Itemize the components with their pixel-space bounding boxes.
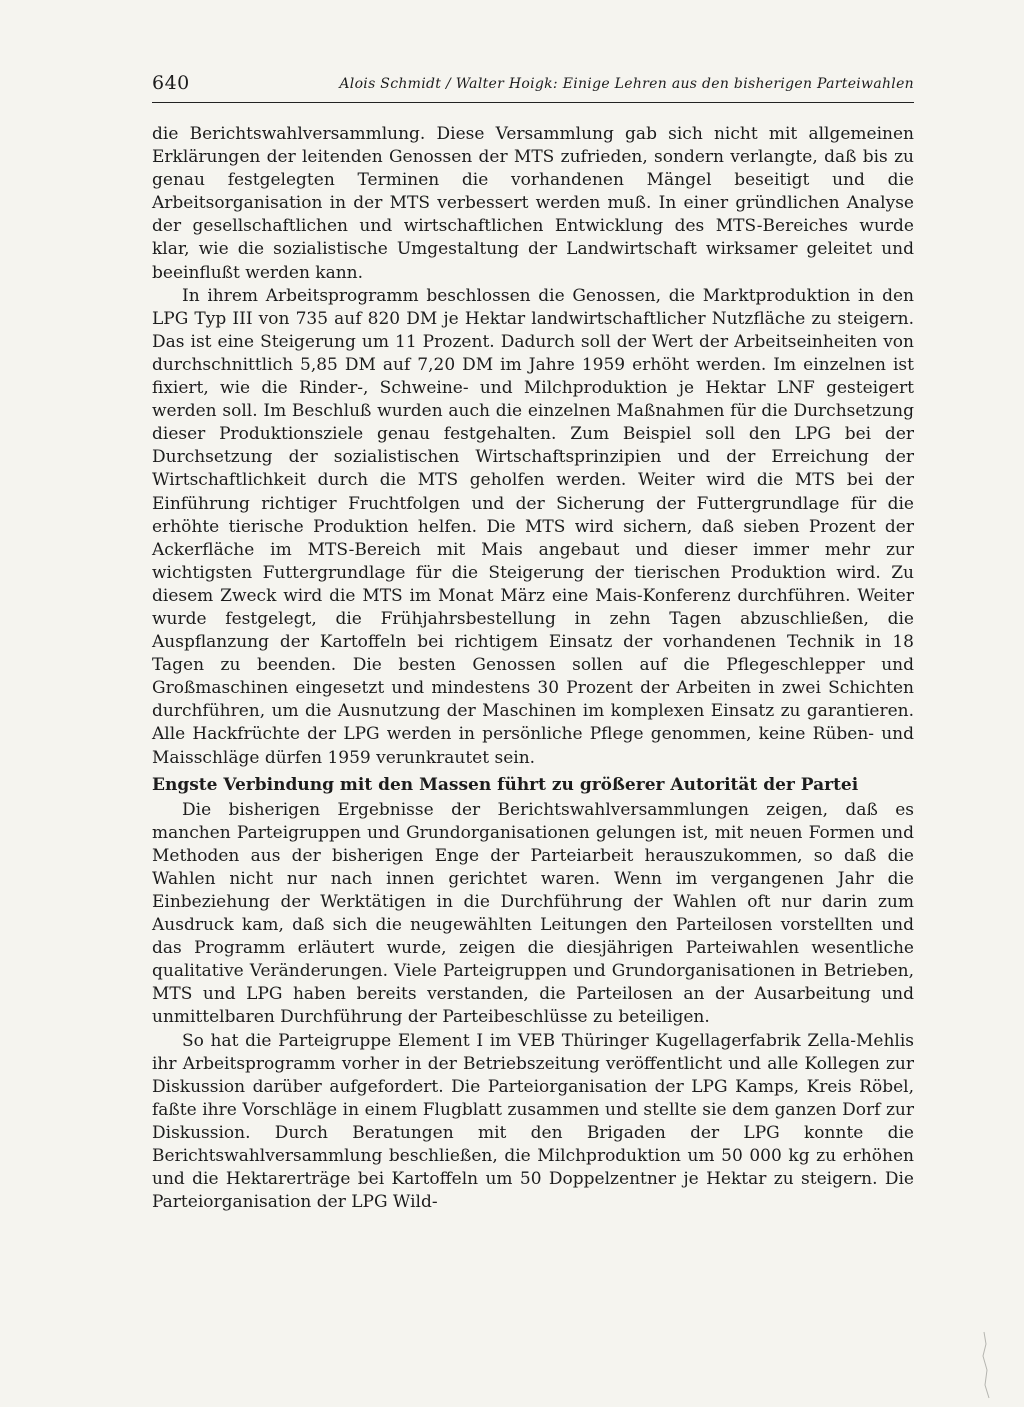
paragraph-4: So hat die Parteigruppe Element I im VEB Thüringer Kugellagerfabrik Zella-Mehlis ihr Arbeitsprogramm vorher in der Betriebszeitung veröffentlicht und alle Kollegen zur Diskussion darüber aufgefordert. Die Parteiorganisation der LPG Kamps, Kreis Röbel, faßte ihre Vorschläge in einem Flugblatt zusammen und stellte sie dem ganzen Dorf zur Diskussion. Durch Beratungen mit den Brigaden der LPG konnte die Berichtswahlversammlung beschließen, die Milchproduktion um 50 000 kg zu erhöhen und die Hektarerträge bei Kartoffeln um 50 Doppelzentner je Hektar zu steigern. Die Parteiorganisation der LPG Wild- <box>152 1030 914 1213</box>
document-page <box>152 70 914 1370</box>
page-number: 640 <box>152 72 190 94</box>
running-header <box>152 70 914 103</box>
paragraph-1: die Berichtswahlversammlung. Diese Versammlung gab sich nicht mit allgemeinen Erklärungen der leitenden Genossen der MTS zufrieden, sondern verlangte, daß bis zu genau festgelegten Terminen die vorhandenen Mängel beseitigt und die Arbeitsorganisation in der MTS verbessert werden muß. In einer gründlichen Analyse der gesellschaftlichen und wirtschaftlichen Entwicklung des MTS-Bereiches wurde klar, wie die sozialistische Umgestaltung der Landwirtschaft wirksamer geleitet und beeinflußt werden kann. <box>152 124 914 283</box>
margin-pencil-mark <box>980 1330 998 1400</box>
section-heading: Engste Verbindung mit den Massen führt zu größerer Autorität der Partei <box>152 774 859 795</box>
paragraph-3: Die bisherigen Ergebnisse der Berichtswahlversammlungen zeigen, daß es manchen Parteigruppen und Grundorganisationen gelungen ist, mit neuen Formen und Methoden aus der bisherigen Enge der Parteiarbeit herauszukommen, so daß die Wahlen nicht nur nach innen gerichtet waren. Wenn im vergangenen Jahr die Einbeziehung der Werktätigen in die Durchführung der Wahlen oft nur darin zum Ausdruck kam, daß sich die neugewählten Leitungen den Parteilosen vorstellten und das Programm erläutert wurde, zeigen die diesjährigen Parteiwahlen wesentliche qualitative Veränderungen. Viele Parteigruppen und Grundorganisationen in Betrieben, MTS und LPG haben bereits verstanden, die Parteilosen an der Ausarbeitung und unmittelbaren Durchführung der Parteibeschlüsse zu beteiligen. <box>152 799 914 1028</box>
running-title: Alois Schmidt / Walter Hoigk: Einige Lehren aus den bisherigen Parteiwahlen <box>339 76 914 92</box>
paragraph-2: In ihrem Arbeitsprogramm beschlossen die Genossen, die Marktproduktion in den LPG Typ III von 735 auf 820 DM je Hektar landwirtschaftlicher Nutzfläche zu steigern. Das ist eine Steigerung um 11 Prozent. Dadurch soll der Wert der Arbeitseinheiten von durchschnittlich 5,85 DM auf 7,20 DM im Jahre 1959 erhöht werden. Im einzelnen ist fixiert, wie die Rinder-, Schweine- und Milchproduktion je Hektar LNF gesteigert werden soll. Im Beschluß wurden auch die einzelnen Maßnahmen für die Durchsetzung dieser Produktionsziele genau festgehalten. Zum Beispiel soll den LPG bei der Durchsetzung der sozialistischen Wirtschaftsprinzipien und der Erreichung der Wirtschaftlichkeit durch die MTS geholfen werden. Weiter wird die MTS bei der Einführung richtiger Fruchtfolgen und der Sicherung der Futtergrundlage für die erhöhte tierische Produktion helfen. Die MTS wird sichern, daß sieben Prozent der Ackerfläche im MTS-Bereich mit Mais angebaut und dieser immer mehr zur wichtigsten Futtergrundlage für die Steigerung der tierischen Produktion wird. Zu diesem Zweck wird die MTS im Monat März eine Mais-Konferenz durchführen. Weiter wurde festgelegt, die Frühjahrsbestellung in zehn Tagen abzuschließen, die Auspflanzung der Kartoffeln bei richtigem Einsatz der vorhandenen Technik in 18 Tagen zu beenden. Die besten Genossen sollen auf die Pflegeschlepper und Großmaschinen eingesetzt und mindestens 30 Prozent der Arbeiten in zwei Schichten durchführen, um die Ausnutzung der Maschinen im komplexen Einsatz zu garantieren. Alle Hackfrüchte der LPG werden in persönliche Pflege genommen, keine Rüben- und Maisschläge dürfen 1959 verunkrautet sein. <box>152 285 914 768</box>
